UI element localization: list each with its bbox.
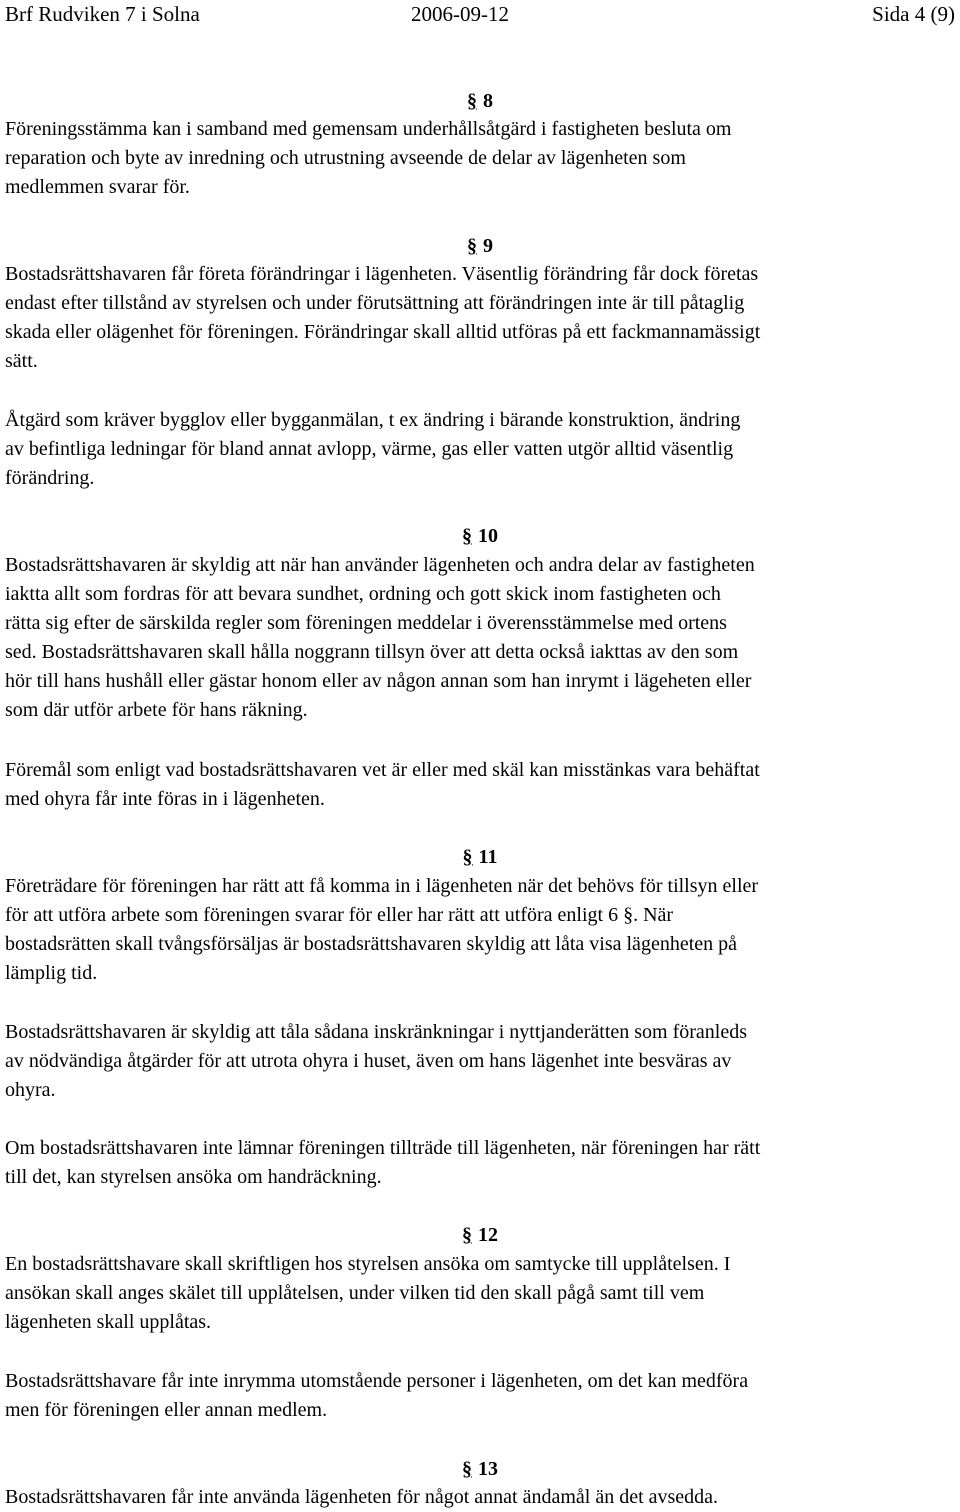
text-line: sed. Bostadsrättshavaren skall hålla noggrann tillsyn över att detta också iakttas av den som [5,641,739,663]
text-line: Bostadsrättshavaren är skyldig att när han använder lägenheten och andra delar av fastigheten [5,554,755,576]
text-line: med ohyra får inte föras in i lägenheten. [5,788,325,810]
text-line: bostadsrätten skall tvångsförsäljas är bostadsrättshavaren skyldig att låta visa lägenheten på [5,933,738,955]
section-symbol: § [467,90,477,112]
text-line: Åtgärd som kräver bygglov eller bygganmälan, t ex ändring i bärande konstruktion, ändring [5,409,741,431]
section-number: 8 [483,90,493,112]
section-number: 13 [478,1458,498,1480]
text-line: till det, kan styrelsen ansöka om handräckning. [5,1166,382,1188]
section-heading-12 [0,1221,960,1250]
text-line: ansökan skall anges skälet till upplåtelsen, under vilken tid den skall pågå samt till vem [5,1282,705,1304]
header-page-number: Sida 4 (9) [872,2,955,26]
text-line: sätt. [5,350,38,372]
text-line: lägenheten skall upplåtas. [5,1311,212,1333]
section-number: 10 [478,525,498,547]
section-heading-8 [0,87,960,116]
section-heading-13 [0,1455,960,1484]
text-line: lämplig tid. [5,962,98,984]
text-line: Företrädare för föreningen har rätt att få komma in i lägenheten när det behövs för tillsyn eller [5,875,759,897]
paragraph [5,1483,957,1512]
section-symbol: § [467,235,477,257]
text-line: för att utföra arbete som föreningen svarar för eller har rätt att utföra enligt 6 §. När [5,904,674,926]
paragraph [5,1367,957,1425]
section-number: 11 [478,846,498,868]
text-line: rätta sig efter de särskilda regler som föreningen meddelar i överensstämmelse med ortens [5,612,727,634]
section-symbol: § [462,1458,472,1480]
text-line: av befintliga ledningar för bland annat avlopp, värme, gas eller vatten utgör alltid väsentlig [5,438,734,460]
text-line: Föremål som enligt vad bostadsrättshavaren vet är eller med skäl kan misstänkas vara behäftat [5,759,760,781]
text-line: En bostadsrättshavare skall skriftligen hos styrelsen ansöka om samtycke till upplåtelsen. I [5,1253,731,1275]
section-number: 9 [483,235,493,257]
text-line: Om bostadsrättshavaren inte lämnar föreningen tillträde till lägenheten, när föreningen har rätt [5,1137,761,1159]
text-line: av nödvändiga åtgärder för att utrota ohyra i huset, även om hans lägenhet inte besväras av [5,1050,732,1072]
section-heading-10 [0,522,960,551]
text-line: ohyra. [5,1079,56,1101]
text-line: men för föreningen eller annan medlem. [5,1399,328,1421]
paragraph [5,551,957,725]
header-date: 2006-09-12 [411,2,509,26]
text-line: Bostadsrättshavare får inte inrymma utomstående personer i lägenheten, om det kan medföra [5,1370,749,1392]
section-symbol: § [462,525,472,547]
text-line: endast efter tillstånd av styrelsen och under förutsättning att förändringen inte är till påtaglig [5,292,745,314]
header-title: Brf Rudviken 7 i Solna [5,2,200,26]
section-symbol: § [462,846,473,868]
text-line: Bostadsrättshavaren är skyldig att tåla sådana inskränkningar i nyttjanderätten som föranleds [5,1021,748,1043]
text-line: Bostadsrättshavaren får inte använda lägenheten för något annat ändamål än det avsedda. [5,1486,719,1508]
text-line: reparation och byte av inredning och utrustning avseende de delar av lägenheten som [5,147,686,169]
section-symbol: § [462,1224,472,1246]
paragraph [5,872,957,988]
paragraph [5,1134,957,1192]
text-line: förändring. [5,467,95,489]
paragraph [5,1018,957,1105]
section-heading-9 [0,232,960,261]
paragraph [5,1250,957,1337]
text-line: hör till hans hushåll eller gästar honom eller av någon annan som han inrymt i lägeheten eller [5,670,752,692]
text-line: iaktta allt som fordras för att bevara sundhet, ordning och gott skick inom fastigheten och [5,583,721,605]
paragraph [5,115,957,202]
text-line: som där utför arbete för hans räkning. [5,699,308,721]
paragraph [5,260,957,376]
text-line: Föreningsstämma kan i samband med gemensam underhållsåtgärd i fastigheten besluta om [5,118,732,140]
paragraph [5,756,957,814]
page-header [5,0,955,29]
text-line: skada eller olägenhet för föreningen. Förändringar skall alltid utföras på ett fackmannamässigt [5,321,761,343]
text-line: medlemmen svarar för. [5,176,190,198]
text-line: Bostadsrättshavaren får företa förändringar i lägenheten. Väsentlig förändring får dock företas [5,263,759,285]
paragraph [5,406,957,493]
section-number: 12 [478,1224,498,1246]
section-heading-11 [0,843,960,872]
